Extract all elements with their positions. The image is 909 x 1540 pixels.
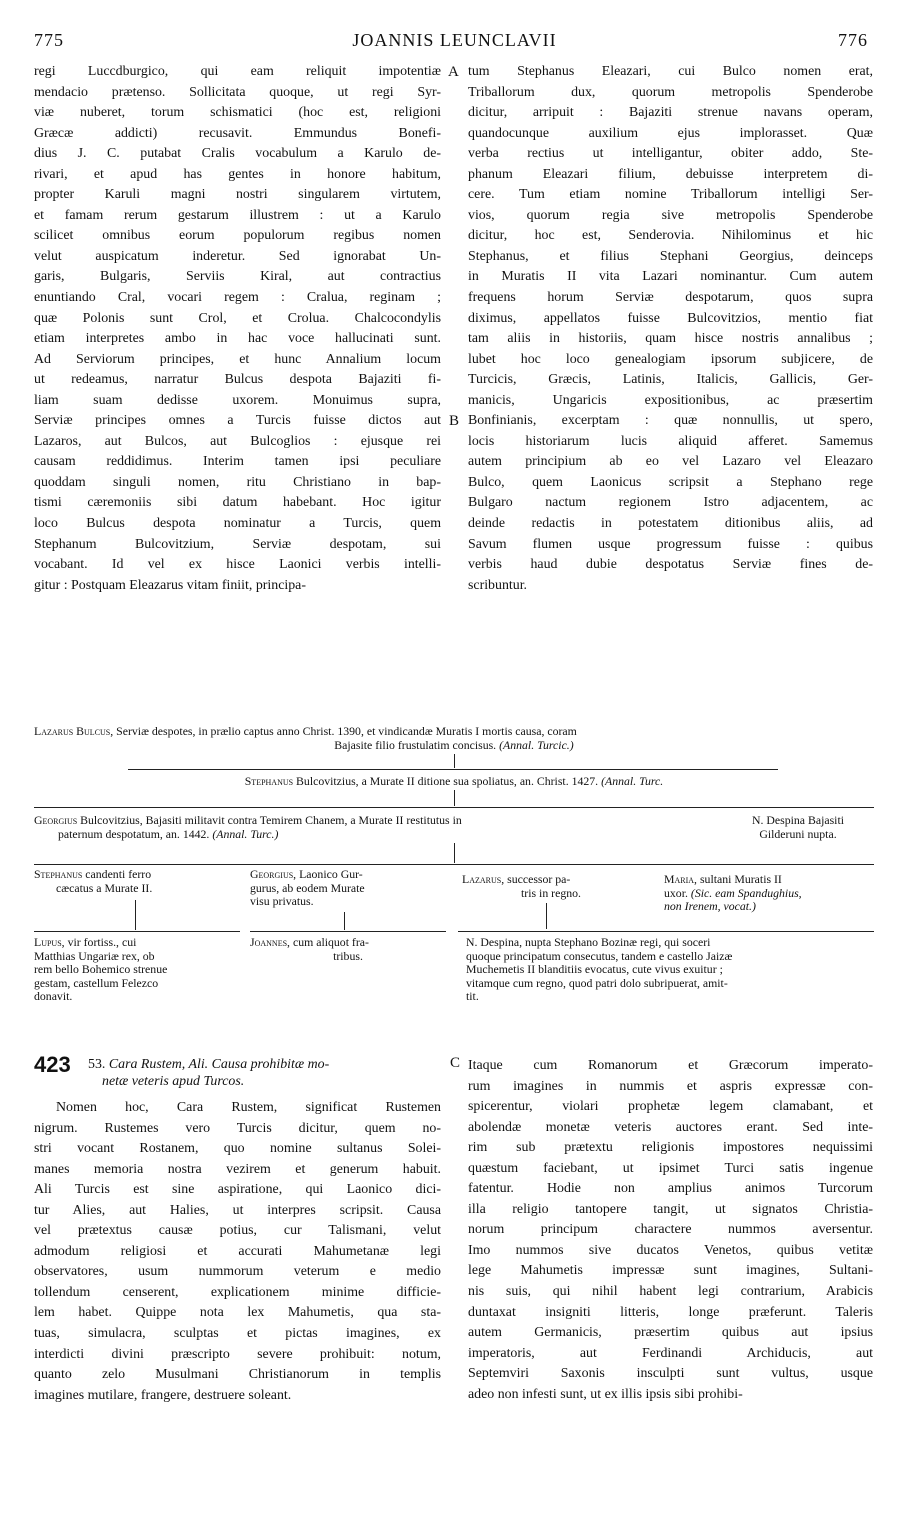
lupus-name: Lupus, [34, 935, 65, 949]
text-line: observatores, usum nummorum veterum e medio [34, 1264, 441, 1280]
text-line: etiam interpretes ambo in hac voce hallucinati sunt. [34, 331, 441, 347]
lupus-text2: Matthias Ungariæ rex, ob [34, 948, 155, 963]
text-line: quæstum faciebant, ut ipsimet Turci satis ingenue [468, 1160, 873, 1176]
text-line: cere. Tum etiam nomine Triballorum intelligi Ser- [468, 187, 873, 203]
text-line: causam reddidimus. Interim tamen ipsi peculiare [34, 454, 441, 470]
genea-rule [34, 807, 874, 808]
text-line: quanto zelo Musulmani Christianorum in templis [34, 1367, 441, 1383]
section-title-line1: Cara Rustem, Ali. Causa prohibitæ mo- [108, 1057, 330, 1072]
text-line: Lazaros, aut Bulcos, aut Bulcoglios : ejusque rei [34, 433, 441, 449]
text-line: Nomen hoc, Cara Rustem, significat Rustemen [56, 1100, 441, 1115]
genea-lazarus-line2 [34, 738, 874, 752]
text-line: ut redeamus, narratur Bulcus despota Bajaziti fi- [34, 372, 441, 388]
genea-connector [344, 912, 345, 930]
text-line: viæ nuberet, torum schismatici (hoc est, religioni [34, 105, 441, 121]
text-line: velut auspicatum inderetur. Sed ignorabat Un- [34, 248, 441, 264]
genea-rule [128, 769, 778, 770]
genea-connector [135, 900, 136, 930]
genea-despina [722, 813, 874, 841]
genea-georgius-line2 [58, 827, 698, 841]
joannes-text1: cum aliquot fra- [292, 935, 369, 949]
text-line: loco Bulcus despota nominatur a Turcis, quem [34, 516, 441, 532]
genea-stephanus [34, 774, 874, 788]
n-despina-line3: Muchemetis II blanditiis evocatus, cute vivus exuitur ; [466, 962, 723, 976]
child-georgius-name: Georgius, [250, 867, 297, 881]
n-despina-line5: tit. [466, 989, 479, 1003]
lupus-text3: rem bello Bohemico strenue [34, 962, 168, 976]
child-maria-text2: uxor. [664, 885, 688, 900]
text-line: diximus, appellatos fuisse Bulcovitzios, mentio fiat [468, 310, 873, 326]
genea-lupus [34, 936, 244, 1004]
text-line: manicis, Ungaricis expositionibus, ac præsertim [468, 392, 873, 408]
text-line: quæ Polonis sunt Crol, et Crolua. Chalcocondylis [34, 310, 441, 326]
text-line: quoddam singuli nomen, ritu Christiano in bap- [34, 474, 441, 490]
text-line: tur Alies, aut Halies, ut interpres scripsit. Causa [34, 1202, 441, 1218]
genea-joannes [250, 936, 446, 963]
text-line: Savum flumen usque progressum fuisse : quibus [468, 536, 873, 552]
child-lazarus-text1: successor pa- [507, 872, 571, 886]
top-right-column [468, 62, 873, 596]
bottom-right-column [468, 1056, 873, 1405]
joannes-text2: tribus. [333, 948, 363, 963]
text-line: deinde redactis in potestatem ditionibus aliis, ad [468, 516, 873, 532]
text-line: dicitur, arripuit : Bajaziti strenue navans operam, [468, 105, 873, 121]
text-line: Ad Serviorum principes, et hunc Annalium locum [34, 351, 441, 367]
running-title: JOANNIS LEUNCLAVII [352, 30, 557, 50]
text-line: illa religio tantopere tangit, ut signatos Christia- [468, 1201, 873, 1217]
genea-rule [34, 864, 874, 865]
child-maria-text4: non Irenem, vocat.) [664, 899, 756, 913]
text-line: lege Mahumetis impressæ sunt imagines, Sultani- [468, 1263, 873, 1279]
text-line: Itaque cum Romanorum et Græcorum imperato- [468, 1058, 873, 1073]
n-despina-line4: vitamque cum regno, quod patri dolo subripuerat, amit- [466, 975, 728, 990]
text-line: Triballorum dux, quorum metropolis Spenderobe [468, 84, 873, 100]
text-line: abolendæ monetæ veteris auctores erant. Sed inte- [468, 1119, 873, 1135]
child-maria-name: Maria, [664, 872, 697, 886]
genea-stephanus-source: (Annal. Turc. [601, 774, 664, 788]
text-line: scilicet omnibus eorum populorum regibus nomen [34, 228, 441, 244]
text-line: gitur : Postquam Eleazarus vitam finiit, principa- [34, 577, 306, 593]
genea-georgius-text: Bulcovitzius, Bajasiti militavit contra Temirem Chanem, a Murate II restitutus in [80, 813, 462, 827]
genea-despina-line1: N. Despina Bajasiti [751, 813, 845, 827]
child-lazarus-name: Lazarus, [462, 872, 505, 886]
text-line: verba rectius ut intelligantur, obiter addo, Ste- [468, 146, 873, 162]
child-lazarus-text2: tris in regno. [521, 885, 581, 900]
text-line: vocabant. Id vel ex hisce Laonici verbis intelli- [34, 557, 441, 573]
text-line: liam suam dedisse uxorem. Monuimus supra, [34, 392, 441, 408]
text-line: stri vocant Rostanem, quo nomine sultanus Solei- [34, 1141, 441, 1157]
text-line: Serviæ principes omnes a Turcis fuisse dictos aut [34, 413, 441, 429]
genea-lazarus [34, 724, 874, 738]
text-line: enuntiando Cral, vocari regem : Cralua, reginam ; [34, 290, 441, 306]
text-line: Bonfinianis, excerptam : quæ nonnullis, ut spero, [468, 413, 873, 429]
text-line: admodum religiosi et accurati Mahumetanæ legi [34, 1243, 441, 1259]
text-line: fatentur. Hodie non amplius animos Turcorum [468, 1181, 873, 1197]
genea-rule [250, 931, 446, 932]
text-line: rim sub prætextu religionis impostores nequissimi [468, 1140, 873, 1156]
genea-connector [454, 843, 455, 863]
text-line: propter Karuli magni nostri singularem virtutem, [34, 187, 441, 203]
text-line: Stephanus, et filius Stephani Georgius, deinceps [468, 248, 873, 264]
genea-stephanus-name: Stephanus [244, 774, 294, 788]
text-line: tam aliis in historiis, quam hisce nostris annalibus ; [468, 331, 873, 347]
genea-child-maria [664, 873, 874, 914]
genea-stephanus-text: Bulcovitzius, a Murate II ditione sua spoliatus, an. Christ. 1427. [296, 774, 599, 788]
text-line: imagines mutilare, frangere, destruere soleant. [34, 1387, 292, 1403]
lupus-text5: donavit. [34, 989, 73, 1003]
text-line: adeo non infesti sunt, ut ex illis ipsis sibi prohibi- [468, 1386, 743, 1402]
section-heading [88, 1056, 443, 1090]
genea-rule [34, 931, 240, 932]
genea-georgius-source: (Annal. Turc.) [212, 827, 279, 841]
text-line: vel prætextus causæ potius, cur Talismani, velut [34, 1223, 441, 1239]
text-line: imperatoris, aut Ferdinandi Archiducis, aut [468, 1345, 873, 1361]
genea-connector [546, 903, 547, 929]
text-line: et famam rerum gestarum illustrem : ut a Karulo [34, 207, 441, 223]
genea-georgius-name: Georgius [34, 813, 78, 827]
section-number: 53. [88, 1057, 106, 1072]
child-georgius-text1: Laonico Gur- [299, 867, 363, 881]
section-margin-number: 423 [34, 1052, 71, 1077]
text-line: nis suis, qui nihil habent legi contrarium, Arabicis [468, 1284, 873, 1300]
text-line: Ali Turcis est sine aspiratione, qui Laonico dici- [34, 1182, 441, 1198]
genea-child-stephanus [34, 868, 244, 895]
genea-lazarus-source: (Annal. Turcic.) [499, 738, 574, 752]
text-line: tum Stephanus Eleazari, cui Bulco nomen erat, [468, 64, 873, 79]
text-line: regi Luccdburgico, qui eam reliquit impotentiæ [34, 64, 441, 79]
text-line: Turcicis, Græcis, Latinis, Italicis, Gallicis, Ger- [468, 372, 873, 388]
genea-connector [454, 754, 455, 768]
margin-letter-c: C [450, 1055, 461, 1071]
genea-georgius [34, 813, 714, 827]
n-despina-line2: quoque principatum consecutus, tandem e castello Jaizæ [466, 948, 733, 963]
child-stephanus-name: Stephanus [34, 867, 83, 881]
text-line: Bulgaro nactum regionem Istro adjacentem, ac [468, 495, 873, 511]
genea-lazarus-text2: Bajasite filio frustulatim concisus. [334, 738, 497, 752]
genea-n-despina [466, 936, 874, 1004]
text-line: phanum Eleazari filium, debuisse interpretem di- [468, 166, 873, 182]
bottom-left-column [34, 1098, 441, 1406]
text-line: tuas, simulacra, sculptas et pictas imagines, ex [34, 1326, 441, 1342]
text-line: frequens horum Serviæ despotarum, quos supra [468, 290, 873, 306]
text-line: spicerentur, violari prophetæ legem clamabant, et [468, 1099, 873, 1115]
text-line: manes memoria nostra vezirem et generum habuit. [34, 1161, 441, 1177]
page-number-right: 776 [838, 30, 868, 50]
text-line: verbis haud dubie despotatus Serviæ fines de- [468, 557, 873, 573]
n-despina-line1: N. Despina, nupta Stephano Bozinæ regi, qui soceri [466, 935, 711, 949]
text-line: autem principium ab eo vel Lazaro vel Eleazaro [468, 454, 873, 470]
child-stephanus-text1: candenti ferro [85, 867, 152, 881]
child-maria-text1: sultani Muratis II [699, 872, 782, 886]
genea-lazarus-text: Serviæ despotes, in prælio captus anno Christ. 1390, et vindicandæ Muratis I mortis causa, coram [116, 724, 577, 738]
text-line: Bulco, quem Laonicus scripsit a Stephano rege [468, 474, 873, 490]
lupus-text4: gestam, castellum Felezco [34, 975, 159, 990]
text-line: interdicti divini præscripto severe prohibuit: notum, [34, 1346, 441, 1362]
text-line: duntaxat insigniti litteris, longe præferunt. Taleris [468, 1304, 873, 1320]
child-stephanus-text2: cæcatus a Murate II. [56, 880, 153, 895]
genea-child-georgius [250, 868, 446, 909]
text-line: Stephanum Bulcovitzium, Serviæ despotam, sui [34, 536, 441, 552]
page-number-left: 775 [34, 30, 64, 50]
genea-rule [458, 931, 874, 932]
text-line: rivari, et apud has gentes in honore habitum, [34, 166, 441, 182]
text-line: in Muratis II vita Lazari nominantur. Cum autem [468, 269, 873, 285]
top-left-column [34, 62, 441, 596]
genea-lazarus-name: Lazarus Bulcus, [34, 724, 114, 738]
margin-letter-b: B [449, 413, 460, 429]
text-line: rum imagines in nummis et aspris expressæ con- [468, 1078, 873, 1094]
text-line: Septemviri Saxonis insculpti sunt vultus, usque [468, 1366, 873, 1382]
text-line: Imo nummos sive ducatos Venetos, quibus vetitæ [468, 1242, 873, 1258]
child-georgius-text2: gurus, ab eodem Murate [250, 880, 365, 895]
lupus-text1: vir fortiss., cui [67, 935, 137, 949]
text-line: Græcæ addicti) recusavit. Emmundus Bonefi- [34, 125, 441, 141]
text-line: scribuntur. [468, 577, 528, 593]
text-line: quandocunque auxilium ejus implorasset. Quæ [468, 125, 873, 141]
text-line: dius J. C. putabat Cralis vocabulum a Karulo de- [34, 146, 441, 162]
genea-child-lazarus [462, 873, 640, 900]
text-line: norum principum charactere nummos aversentur. [468, 1222, 873, 1238]
text-line: mendacio prætenso. Sollicitata quoque, ut regi Syr- [34, 84, 441, 100]
margin-letter-a: A [448, 64, 459, 80]
genea-georgius-text2: paternum despotatum, an. 1442. [58, 827, 210, 841]
text-line: lem habet. Quippe nota lex Mahumetis, qua sta- [34, 1305, 441, 1321]
genea-connector [454, 790, 455, 806]
joannes-name: Joannes, [250, 935, 290, 949]
child-maria-text3: (Sic. eam Spandughius, [690, 885, 802, 900]
text-line: tollendum censerent, explicationem minime difficie- [34, 1284, 441, 1300]
text-line: autem Germanicis, præsertim quibus aut ipsius [468, 1325, 873, 1341]
text-line: dicitur, hoc est, Senderovia. Nihilominus et hic [468, 228, 873, 244]
genea-despina-line2: Gilderuni nupta. [759, 827, 837, 841]
text-line: tismi cæremoniis sibi datum habebant. Hoc igitur [34, 495, 441, 511]
child-georgius-text3: visu privatus. [250, 894, 314, 908]
text-line: nigrum. Rustemes vero Turcis dicitur, quem no- [34, 1120, 441, 1136]
text-line: locis historiarum lucis aliquid afferet. Samemus [468, 433, 873, 449]
text-line: vios, quorum regia sive metropolis Spenderobe [468, 207, 873, 223]
text-line: garis, Bulgaris, Serviis Kiral, aut contractius [34, 269, 441, 285]
section-title-line2: netæ veteris apud Turcos. [102, 1074, 245, 1089]
text-line: lubet hoc loco genealogiam ipsorum subjicere, de [468, 351, 873, 367]
